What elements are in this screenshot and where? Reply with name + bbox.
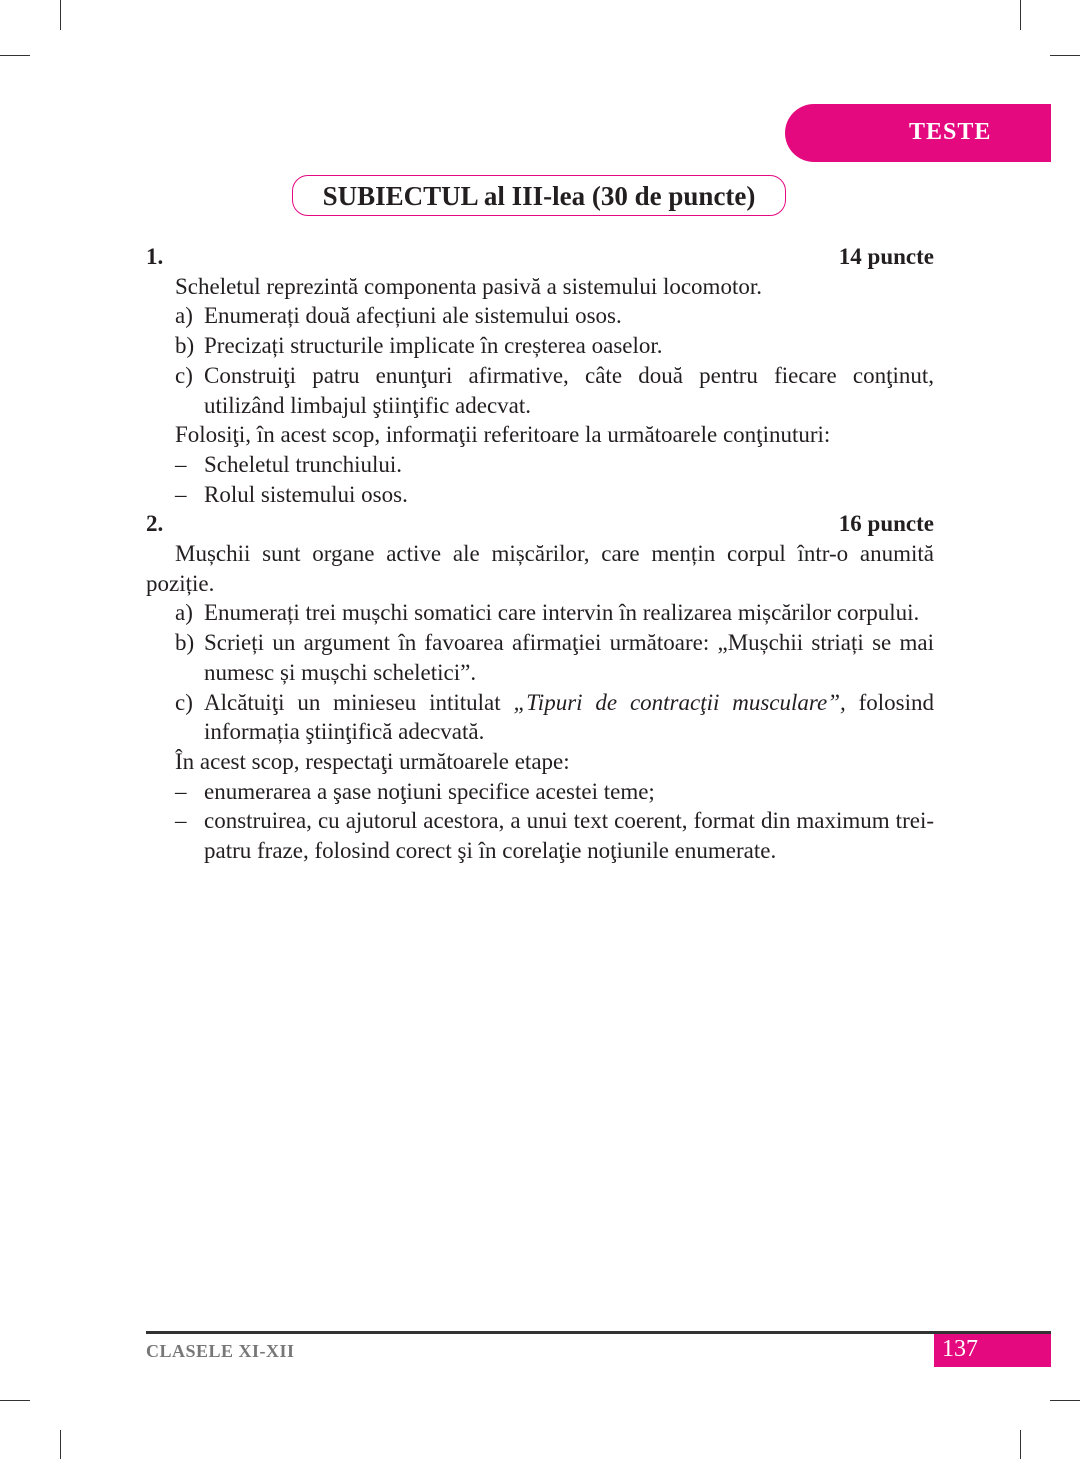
dash-bullet: – xyxy=(175,451,187,477)
question-instruction: În acest scop, respectaţi următoarele etape: xyxy=(175,748,570,774)
item-text: Scheletul trunchiului. xyxy=(204,451,403,477)
crop-mark xyxy=(0,55,30,56)
dash-bullet: – xyxy=(175,808,187,834)
item-text: Enumerați două afecțiuni ale sistemului osos. xyxy=(204,303,622,329)
bullet-item xyxy=(146,480,934,510)
dash-bullet: – xyxy=(175,481,187,507)
item-label: c) xyxy=(175,689,193,715)
crop-mark xyxy=(0,1400,30,1401)
page-number-box xyxy=(934,1334,1051,1367)
bullet-item xyxy=(146,777,934,807)
item-label: a) xyxy=(175,600,193,626)
bullet-item xyxy=(146,806,934,865)
bullet-item xyxy=(146,450,934,480)
item-text: construirea, cu ajutorul acestora, a unui text coerent, format din maximum trei-patru fraze, folosind corect şi în corelaţie noţiunile enumerate. xyxy=(204,808,934,864)
item-label: a) xyxy=(175,303,193,329)
list-item xyxy=(146,598,934,628)
item-text: Scrieți un argument în favoarea afirmaţiei următoare: „Mușchii striați se mai numesc și mușchi scheletici”. xyxy=(204,630,934,685)
footer-divider xyxy=(146,1331,1051,1334)
item-label: b) xyxy=(175,630,195,656)
item-text: Precizați structurile implicate în creșterea oaselor. xyxy=(204,333,663,359)
item-label: b) xyxy=(175,333,195,359)
subject-title: SUBIECTUL al III-lea (30 de puncte) xyxy=(292,175,786,216)
question-intro: Scheletul reprezintă componenta pasivă a sistemului locomotor. xyxy=(175,273,762,299)
list-item xyxy=(146,301,934,331)
crop-mark xyxy=(1050,1400,1080,1401)
crop-mark xyxy=(60,1430,61,1459)
item-text: Rolul sistemului osos. xyxy=(204,481,408,507)
question-points: 16 puncte xyxy=(838,511,934,537)
item-label: c) xyxy=(175,362,193,388)
section-tab-label: TESTE xyxy=(909,119,992,145)
list-item xyxy=(146,688,934,747)
crop-mark xyxy=(1050,55,1080,56)
question-header xyxy=(146,242,934,272)
question-intro: Mușchii sunt organe active ale mișcărilor, care mențin corpul într-o anumită poziție. xyxy=(146,541,934,596)
crop-mark xyxy=(1020,1430,1021,1459)
question-number: 1. xyxy=(146,244,164,269)
item-text-part: folosind informația ştiinţifică adecvată. xyxy=(204,689,934,745)
question-instruction: Folosiţi, în acest scop, informaţii referitoare la următoarele conţinuturi: xyxy=(175,422,831,448)
dash-bullet: – xyxy=(175,778,187,804)
list-item xyxy=(146,361,934,420)
question-number: 2. xyxy=(146,511,164,537)
page-number: 137 xyxy=(942,1336,978,1362)
questions xyxy=(146,242,934,866)
section-tab xyxy=(785,104,1051,162)
question-points: 14 puncte xyxy=(838,244,934,269)
crop-mark xyxy=(1020,0,1021,30)
item-text: Construiţi patru enunţuri afirmative, câte două pentru fiecare conţinut, utilizând limbajul ştiinţific adecvat. xyxy=(204,362,934,418)
list-item xyxy=(146,331,934,361)
footer-series: CLASELE XI-XII xyxy=(146,1341,295,1361)
item-text-part: Alcătuiţi un minieseu intitulat xyxy=(204,689,514,715)
essay-title: „Tipuri de contracţii musculare”, xyxy=(513,689,846,715)
item-text xyxy=(204,688,934,747)
question-header xyxy=(146,509,934,539)
list-item xyxy=(146,628,934,687)
crop-mark xyxy=(60,0,61,30)
item-text: enumerarea a şase noţiuni specifice acestei teme; xyxy=(204,778,655,804)
item-text: Enumerați trei mușchi somatici care intervin în realizarea mișcărilor corpului. xyxy=(204,600,920,626)
